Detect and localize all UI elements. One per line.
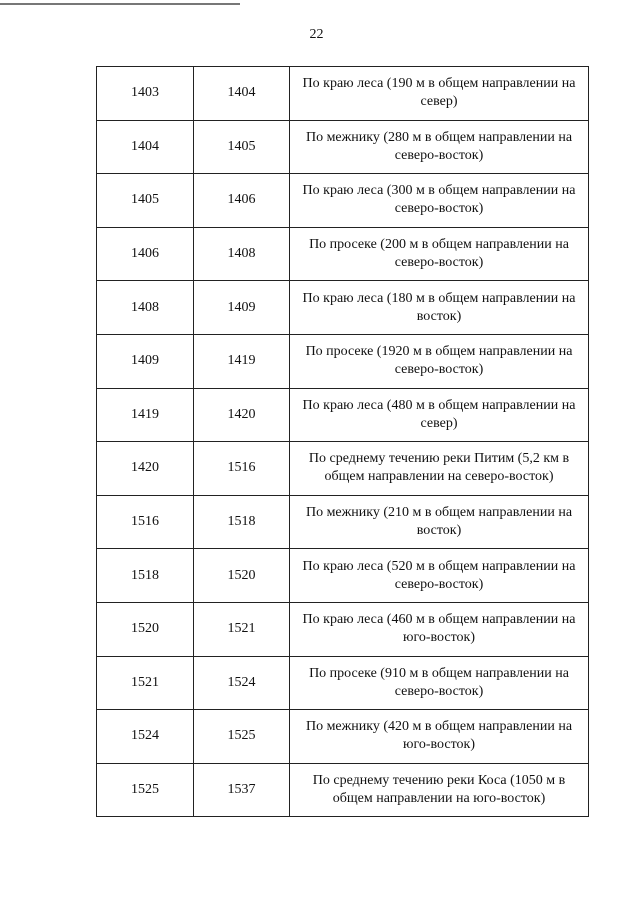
table-row bbox=[97, 388, 589, 442]
point-from-cell: 1518 bbox=[97, 549, 194, 603]
table-row bbox=[97, 710, 589, 764]
page-number: 22 bbox=[309, 27, 324, 42]
point-to-cell: 1520 bbox=[194, 549, 290, 603]
description-cell: По просеке (1920 м в общем направлении на северо-восток) bbox=[290, 334, 589, 388]
point-to-cell: 1524 bbox=[194, 656, 290, 710]
point-to-cell: 1521 bbox=[194, 602, 290, 656]
point-from-cell: 1420 bbox=[97, 442, 194, 496]
point-from-cell: 1419 bbox=[97, 388, 194, 442]
description-cell: По краю леса (180 м в общем направлении на восток) bbox=[290, 281, 589, 335]
point-to-cell: 1406 bbox=[194, 174, 290, 228]
description-cell: По краю леса (460 м в общем направлении на юго-восток) bbox=[290, 602, 589, 656]
point-from-cell: 1521 bbox=[97, 656, 194, 710]
point-to-cell: 1405 bbox=[194, 120, 290, 174]
description-cell: По среднему течению реки Коса (1050 м в общем направлении на юго-восток) bbox=[290, 763, 589, 817]
table-row bbox=[97, 442, 589, 496]
description-cell: По межнику (210 м в общем направлении на восток) bbox=[290, 495, 589, 549]
point-to-cell: 1408 bbox=[194, 227, 290, 281]
point-from-cell: 1525 bbox=[97, 763, 194, 817]
description-cell: По краю леса (300 м в общем направлении на северо-восток) bbox=[290, 174, 589, 228]
description-cell: По среднему течению реки Питим (5,2 км в общем направлении на северо-восток) bbox=[290, 442, 589, 496]
point-from-cell: 1406 bbox=[97, 227, 194, 281]
point-to-cell: 1516 bbox=[194, 442, 290, 496]
point-from-cell: 1516 bbox=[97, 495, 194, 549]
description-cell: По межнику (280 м в общем направлении на северо-восток) bbox=[290, 120, 589, 174]
point-to-cell: 1420 bbox=[194, 388, 290, 442]
point-from-cell: 1404 bbox=[97, 120, 194, 174]
point-to-cell: 1537 bbox=[194, 763, 290, 817]
point-from-cell: 1408 bbox=[97, 281, 194, 335]
table-row bbox=[97, 281, 589, 335]
table-row bbox=[97, 334, 589, 388]
boundary-table bbox=[96, 66, 589, 817]
point-to-cell: 1404 bbox=[194, 67, 290, 121]
point-to-cell: 1419 bbox=[194, 334, 290, 388]
point-from-cell: 1409 bbox=[97, 334, 194, 388]
table-row bbox=[97, 763, 589, 817]
table-row bbox=[97, 227, 589, 281]
point-to-cell: 1525 bbox=[194, 710, 290, 764]
table-row bbox=[97, 602, 589, 656]
table-row bbox=[97, 495, 589, 549]
point-to-cell: 1409 bbox=[194, 281, 290, 335]
description-cell: По просеке (910 м в общем направлении на северо-восток) bbox=[290, 656, 589, 710]
description-cell: По краю леса (520 м в общем направлении на северо-восток) bbox=[290, 549, 589, 603]
description-cell: По краю леса (190 м в общем направлении на север) bbox=[290, 67, 589, 121]
table-row bbox=[97, 174, 589, 228]
point-to-cell: 1518 bbox=[194, 495, 290, 549]
description-cell: По просеке (200 м в общем направлении на северо-восток) bbox=[290, 227, 589, 281]
point-from-cell: 1405 bbox=[97, 174, 194, 228]
description-cell: По краю леса (480 м в общем направлении на север) bbox=[290, 388, 589, 442]
table-row bbox=[97, 656, 589, 710]
point-from-cell: 1524 bbox=[97, 710, 194, 764]
table-row bbox=[97, 67, 589, 121]
point-from-cell: 1520 bbox=[97, 602, 194, 656]
point-from-cell: 1403 bbox=[97, 67, 194, 121]
table-row bbox=[97, 549, 589, 603]
table-body bbox=[97, 67, 589, 817]
description-cell: По межнику (420 м в общем направлении на юго-восток) bbox=[290, 710, 589, 764]
top-rule bbox=[0, 3, 240, 5]
table-row bbox=[97, 120, 589, 174]
